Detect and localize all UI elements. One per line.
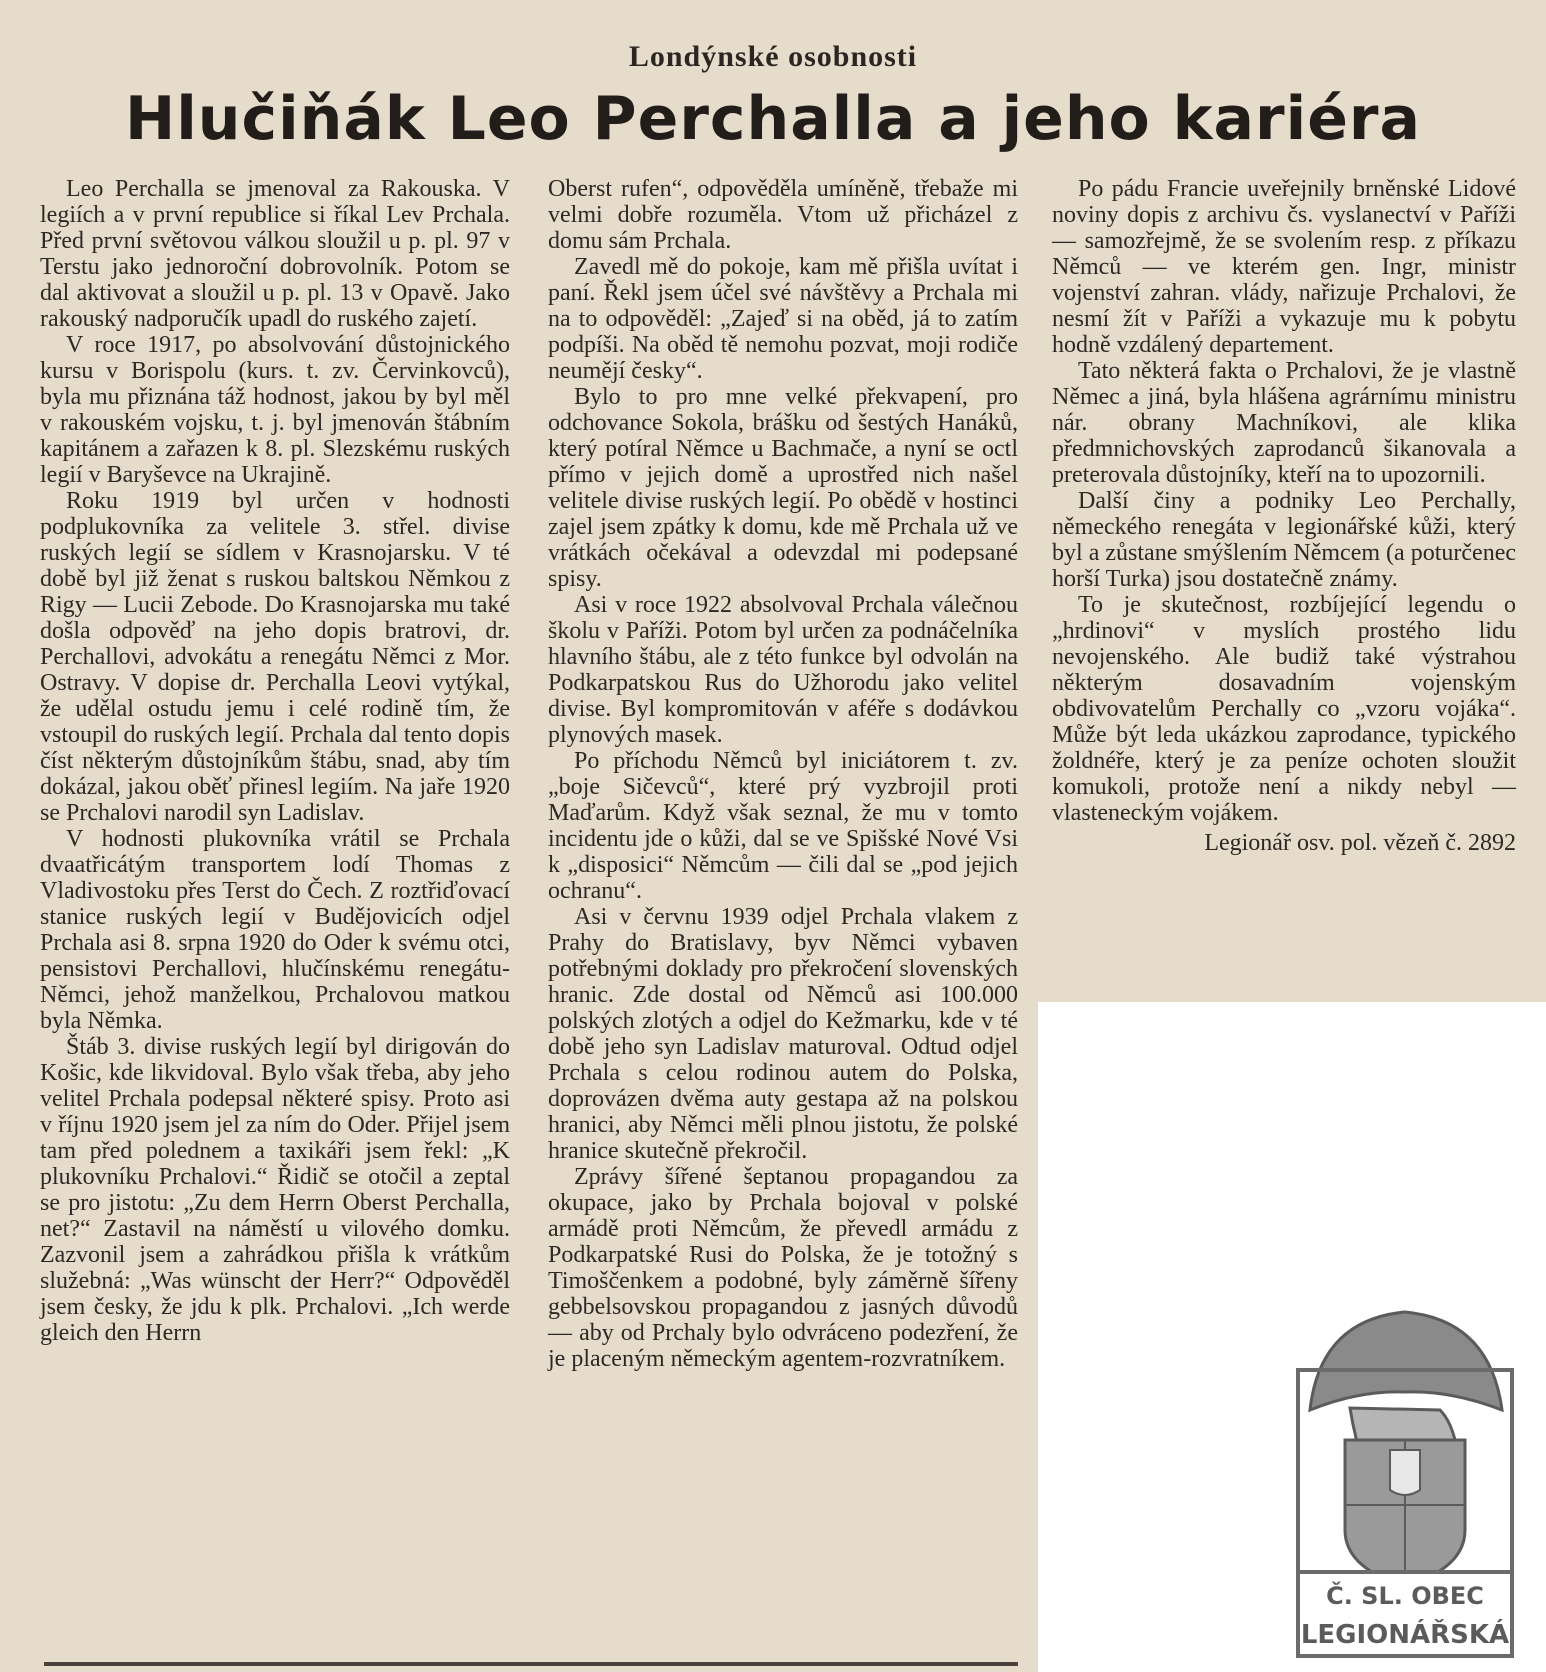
column-2 <box>548 176 1018 1372</box>
legion-logo <box>1290 1290 1520 1660</box>
paragraph: To je skutečnost, rozbíjející legendu o „hrdinovi“ v myslích prostého lidu nevojenského. Ale budiž také výstrahou některým dosavadním vojenským obdivovatelům Perchally co „vzoru vojáka“. Může být leda ukázkou zaprodance, typického žoldnéře, který je za peníze ochoten sloužit komukoli, protože není a nikdy nebyl — vlasteneckým vojákem. <box>1052 592 1516 826</box>
paragraph: Další činy a podniky Leo Perchally, německého renegáta v legionářské kůži, který byl a zůstane smýšlením Němcem (a poturčenec horší Turka) jsou dostatečně známy. <box>1052 488 1516 592</box>
column-1 <box>40 176 510 1346</box>
paragraph: Zprávy šířené šeptanou propagandou za okupace, jako by Prchala bojoval v polské armádě proti Němcům, že převedl armádu z Podkarpatské Rusi do Polska, že je totožný s Timoščenkem a podobné, byly záměrně šířeny gebbelsovskou propagandou z jasných důvodů — aby od Prchaly bylo odvráceno podezření, že je placeným německým agentem-rozvratníkem. <box>548 1164 1018 1372</box>
column-3 <box>1052 176 1516 856</box>
paragraph: Asi v červnu 1939 odjel Prchala vlakem z Prahy do Bratislavy, byv Němci vybaven potřebnými doklady pro překročení slovenských hranic. Zde dostal od Němců asi 100.000 polských zlotých a odjel do Kežmarku, kde v té době jeho syn Ladislav maturoval. Odtud odjel Prchala s celou rodinou autem do Polska, doprovázen dvěma auty gestapa až na polskou hranici, aby Němci měli plnou jistotu, že polské hranice skutečně překročil. <box>548 904 1018 1164</box>
paragraph: Po příchodu Němců byl iniciátorem t. zv. „boje Sičevců“, které prý vyzbrojil proti Maďarům. Když však seznal, že mu v tomto incidentu jde o kůži, dal se ve Spišské Nové Vsi k „disposici“ Němcům — čili dal se „pod jejich ochranu“. <box>548 748 1018 904</box>
paragraph: Oberst rufen“, odpověděla umíněně, třebaže mi velmi dobře rozuměla. Vtom už přicházel z domu sám Prchala. <box>548 176 1018 254</box>
logo-text-top: Č. SL. OBEC <box>1326 1582 1484 1610</box>
paragraph: Zavedl mě do pokoje, kam mě přišla uvítat i paní. Řekl jsem účel své návštěvy a Prchala mi na to odpověděl: „Zajeď si na oběd, já to zatím podpíši. Na oběd tě nemohu pozvat, moji rodiče neumějí česky“. <box>548 254 1018 384</box>
paragraph: Roku 1919 byl určen v hodnosti podplukovníka za velitele 3. střel. divise ruských legií se sídlem v Krasnojarsku. V té době byl již ženat s ruskou baltskou Němkou z Rigy — Lucii Zebode. Do Krasnojarska mu také došla odpověď na jeho dopis bratrovi, dr. Perchallovi, advokátu a renegátu Němci z Mor. Ostravy. V dopise dr. Perchalla Leovi vytýkal, že udělal ostudu jemu i celé rodině tím, že vstoupil do ruských legií. Prchala dal tento dopis číst některým důstojníkům štábu, snad, aby tím dokázal, jakou oběť přinesl legiím. Na jaře 1920 se Prchalovi narodil syn Ladislav. <box>40 488 510 826</box>
logo-text-bottom: LEGIONÁŘSKÁ <box>1300 1620 1510 1650</box>
paragraph: Asi v roce 1922 absolvoval Prchala válečnou školu v Paříži. Potom byl určen za podnáčelníka hlavního štábu, ale z této funkce byl odvolán na Podkarpatskou Rus do Užhorodu jako velitel divise. Byl kompromitován v aféře s dodávkou plynových masek. <box>548 592 1018 748</box>
paragraph: Bylo to pro mne velké překvapení, pro odchovance Sokola, brášku od šestých Hanáků, který potíral Němce u Bachmače, a nyní se octl přímo v jejich domě a uprostřed nich našel velitele divise ruských legií. Po obědě v hostinci zajel jsem zpátky k domu, kde mě Prchala už ve vrátkách očekával a odevzdal mi podepsané spisy. <box>548 384 1018 592</box>
paragraph: Po pádu Francie uveřejnily brněnské Lidové noviny dopis z archivu čs. vyslanectví v Paříži — samozřejmě, že se svolením resp. z příkazu Němců — ve kterém gen. Ingr, ministr vojenství zahran. vlády, nařizuje Prchalovi, že nesmí žít v Paříži a vykazuje mu k pobytu hodně vzdálený departement. <box>1052 176 1516 358</box>
article-headline: Hlučiňák Leo Perchalla a jeho kariéra <box>125 84 1421 154</box>
bottom-rule <box>44 1662 1018 1666</box>
paragraph: V hodnosti plukovníka vrátil se Prchala dvaatřicátým transportem lodí Thomas z Vladivostoku přes Terst do Čech. Z roztřiďovací stanice ruských legií v Budějovicích odjel Prchala asi 8. srpna 1920 do Oder k svému otci, pensistovi Perchallovi, hlučínskému renegátu-Němci, jehož manželkou, Prchalovou matkou byla Němka. <box>40 826 510 1034</box>
paragraph: Tato některá fakta o Prchalovi, že je vlastně Němec a jiná, byla hlášena agrárnímu ministru nár. obrany Machníkovi, ale klika předmnichovských zaprodanců šikanovala a preterovala důstojníky, kteří na to upozornili. <box>1052 358 1516 488</box>
article-overline: Londýnské osobnosti <box>628 40 918 73</box>
paragraph: V roce 1917, po absolvování důstojnického kursu v Borispolu (kurs. t. zv. Červinkovců), byla mu přiznána táž hodnost, jakou by byl měl v rakouském vojsku, t. j. byl jmenován štábním kapitánem a zařazen k 8. pl. Slezskému ruských legií v Baryševce na Ukrajině. <box>40 332 510 488</box>
paragraph: Štáb 3. divise ruských legií byl dirigován do Košic, kde likvidoval. Bylo však třeba, aby jeho velitel Prchala podepsal některé spisy. Proto asi v říjnu 1920 jsem jel za ním do Oder. Přijel jsem tam před polednem a taxikáři jsem řekl: „K plukovníku Prchalovi.“ Řidič se otočil a zeptal se pro jistotu: „Zu dem Herrn Oberst Perchalla, net?“ Zastavil na náměstí u vilového domku. Zazvonil jsem a zahrádkou přišla k vrátkům služebná: „Was wünscht der Herr?“ Odpověděl jsem česky, že jdu k plk. Prchalovi. „Ich werde gleich den Herrn <box>40 1034 510 1346</box>
paragraph: Leo Perchalla se jmenoval za Rakouska. V legiích a v první republice si říkal Lev Prchala. Před první světovou válkou sloužil u p. pl. 97 v Terstu jako jednoroční dobrovolník. Potom se dal aktivovat a sloužil u p. pl. 13 v Opavě. Jako rakouský nadporučík upadl do ruského zajetí. <box>40 176 510 332</box>
article-signature: Legionář osv. pol. vězeň č. 2892 <box>1204 830 1516 856</box>
